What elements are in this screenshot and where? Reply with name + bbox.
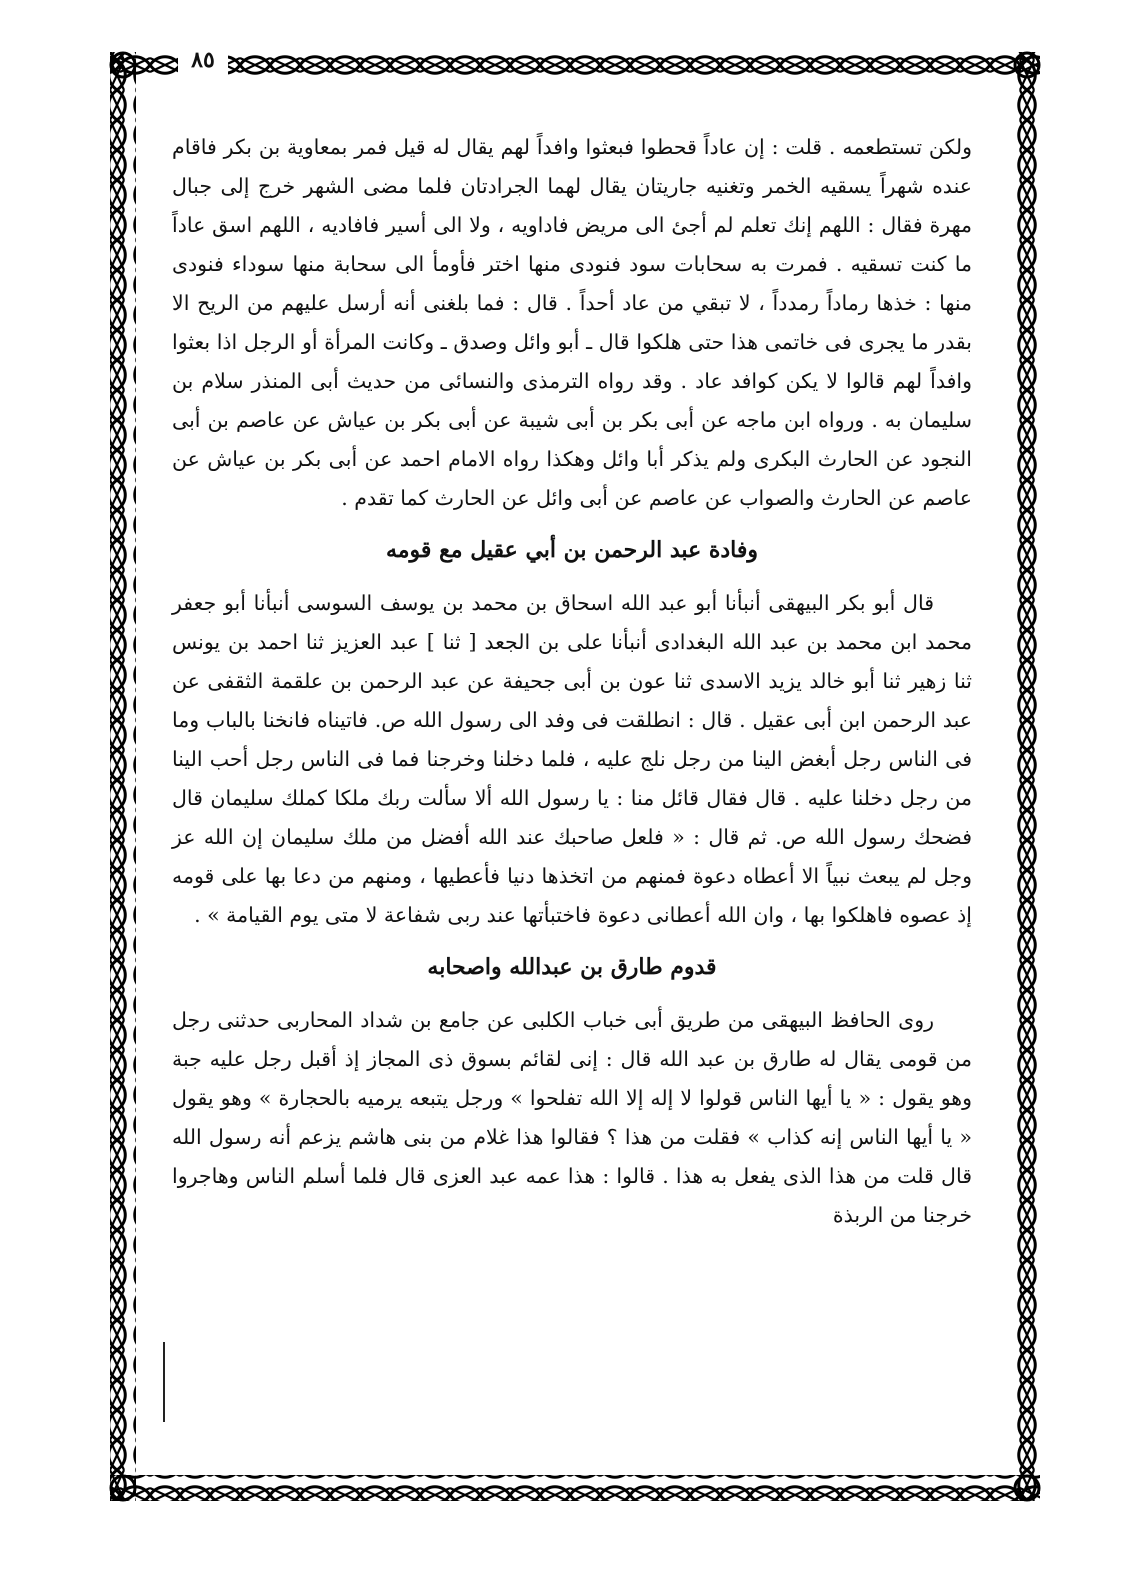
border-top xyxy=(110,52,1040,78)
page-number: ٨٥ xyxy=(178,44,228,76)
section-heading-tariq: قدوم طارق بن عبدالله واصحابه xyxy=(427,954,717,980)
border-right xyxy=(1014,52,1040,1501)
paragraph-abd-al-rahman: قال أبو بكر البيهقى أنبأنا أبو عبد الله اسحاق بن محمد بن يوسف السوسى أنبأنا أبو جعفر محمد ابن محمد بن عبد الله البغدادى أنبأنا على بن الجعد [ ثنا ] عبد العزيز ثنا احمد بن يونس ثنا زهير ثنا أبو خالد يزيد الاسدى ثنا عون بن أبى جحيفة عن عبد الرحمن بن علقمة الثقفى عن عبد الرحمن ابن أبى عقيل . قال : انطلقت فى وفد الى رسول الله ص. فاتيناه فانخنا بالباب وما فى الناس رجل أبغض الينا من رجل نلج عليه ، فلما دخلنا وخرجنا فما فى الناس رجل أحب الينا من رجل دخلنا عليه . قال فقال قائل منا : يا رسول الله ألا سألت ربك ملكا كملك سليمان قال فضحك رسول الله ص. ثم قال : « فلعل صاحبك عند الله أفضل من ملك سليمان إن الله عز وجل لم يبعث نبياً الا أعطاه دعوة فمنهم من اتخذها دنيا فأعطيها ، ومنهم من دعا بها على قومه إذ عصوه فاهلكوا بها ، وان الله أعطانى دعوة فاختبأتها عند ربى شفاعة لا متى يوم القيامة » . xyxy=(172,591,972,927)
border-left xyxy=(110,52,136,1501)
page-body xyxy=(172,128,972,1448)
section-heading-abd-al-rahman: وفادة عبد الرحمن بن أبي عقيل مع قومه xyxy=(385,537,759,563)
paragraph-ad-delegation: ولكن تستطعمه . قلت : إن عاداً قحطوا فبعثوا وافداً لهم يقال له قيل فمر بمعاوية بن بكر فاقام عنده شهراً يسقيه الخمر وتغنيه جاريتان يقال لهما الجرادتان فلما مضى الشهر خرج إلى جبال مهرة فقال : اللهم إنك تعلم لم أجئ الى مريض فاداويه ، ولا الى أسير فافاديه ، اللهم اسق عاداً ما كنت تسقيه . فمرت به سحابات سود فنودى منها اختر فأومأ الى سحابة منها سوداء فنودى منها : خذها رماداً رمدداً ، لا تبقي من عاد أحداً . قال : فما بلغنى أنه أرسل عليهم من الريح الا بقدر ما يجرى فى خاتمى هذا حتى هلكوا قال ـ أبو وائل وصدق ـ وكانت المرأة أو الرجل اذا بعثوا وافداً لهم قالوا لا يكن كوافد عاد . وقد رواه الترمذى والنسائى من حديث أبى المنذر سلام بن سليمان به . ورواه ابن ماجه عن أبى بكر بن أبى شيبة عن أبى بكر بن عياش عن عاصم بن أبى النجود عن الحارث البكرى ولم يذكر أبا وائل وهكذا رواه الامام احمد عن أبى بكر بن عياش عن عاصم عن الحارث والصواب عن عاصم عن أبى وائل عن الحارث كما تقدم . xyxy=(172,135,972,510)
paragraph-tariq: روى الحافظ البيهقى من طريق أبى خباب الكلبى عن جامع بن شداد المحاربى حدثنى رجل من قومى يقال له طارق بن عبد الله قال : إنى لقائم بسوق ذى المجاز إذ أقبل رجل عليه جبة وهو يقول : « يا أيها الناس قولوا لا إله إلا الله تفلحوا » ورجل يتبعه يرميه بالحجارة » وهو يقول « يا أيها الناس إنه كذاب » فقلت من هذا ؟ فقالوا هذا غلام من بنى هاشم يزعم أنه رسول الله قال قلت من هذا الذى يفعل به هذا . قالوا : هذا عمه عبد العزى قال فلما أسلم الناس وهاجروا خرجنا من الربذة xyxy=(172,1008,972,1227)
border-bottom xyxy=(110,1475,1040,1501)
margin-line xyxy=(163,1342,165,1422)
